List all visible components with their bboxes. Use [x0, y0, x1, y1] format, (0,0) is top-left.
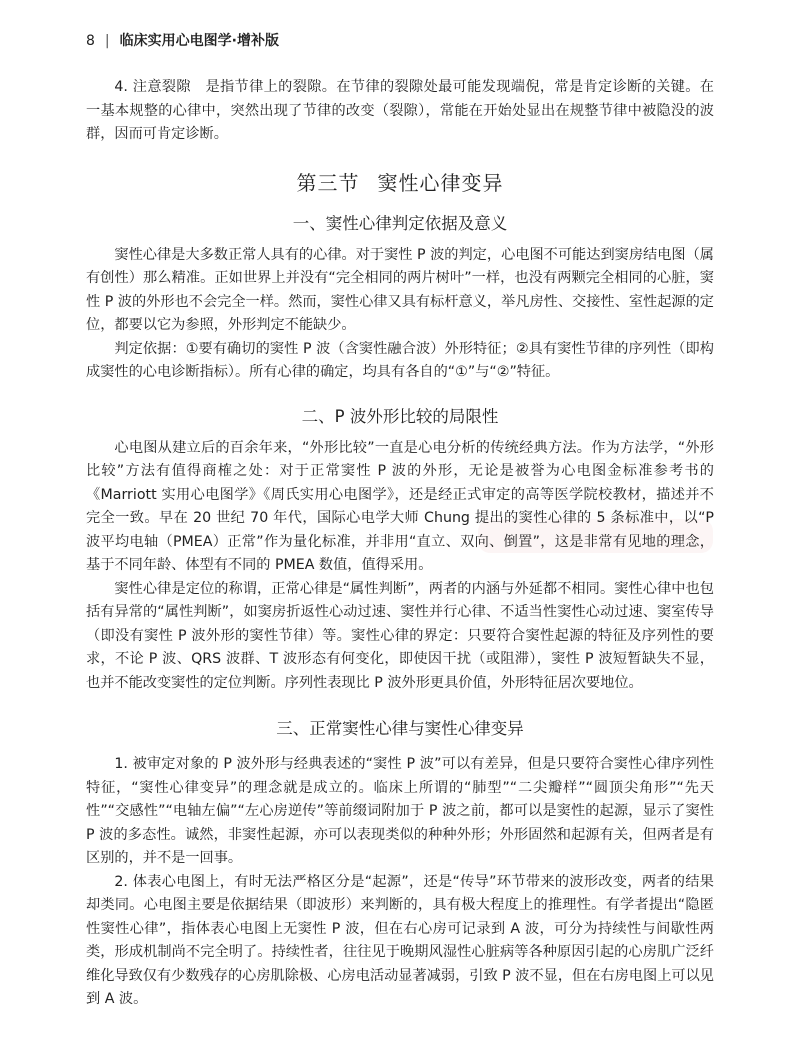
running-header — [86, 30, 279, 50]
paragraph: 心电图从建立后的百余年来，“外形比较”一直是心电分析的传统经典方法。作为方法学，“外形比较”方法有值得商榷之处：对于正常窦性 P 波的外形，无论是被誉为心电图金标准参考书的《Marriott 实用心电图学》《周氏实用心电图学》，还是经正式审定的高等医学院校教材，描述并不完全一致。早在 20 世纪 70 年代，国际心电学大师 Chung 提出的窦性心律的 5 条标准中，以“P 波平均电轴（PMEA）正常”作为量化标准，并非用“直立、双向、倒置”，这是非常有见地的理念，基于不同年龄、体型有不同的 PMEA 数值，值得采用。 — [86, 439, 714, 573]
paragraph: 判定依据：①要有确切的窦性 P 波（含窦性融合波）外形特征；②具有窦性节律的序列性（即构成窦性的心电诊断指标）。所有心律的确定，均具有各自的“①”与“②”特征。 — [86, 340, 714, 380]
paragraph: 1. 被审定对象的 P 波外形与经典表述的“窦性 P 波”可以有差异，但是只要符合窦性心律序列性特征，“窦性心律变异”的理念就是成立的。临床上所谓的“肺型”“二尖瓣样”“圆顶尖角形”“先天性”“交感性”“电轴左偏”“左心房逆传”等前缀词附加于 P 波之前，都可以是窦性的起源，显示了窦性 P 波的多态性。诚然，非窦性起源，亦可以表现类似的种种外形；外形固然和起源有关，但两者是有区别的，并不是一回事。 — [86, 756, 714, 866]
header-separator: | — [104, 33, 110, 49]
subsection-heading: 一、窦性心律判定依据及意义 — [292, 213, 508, 233]
subsection-heading: 三、正常窦性心律与窦性心律变异 — [276, 719, 524, 738]
subsection-heading: 二、P 波外形比较的局限性 — [301, 406, 499, 426]
page-number: 8 — [86, 33, 95, 49]
intro-paragraph: 4. 注意裂隙 是指节律上的裂隙。在节律的裂隙处最可能发现端倪，常是肯定诊断的关键。在一基本规整的心律中，突然出现了节律的改变（裂隙），常能在开始处显出在规整节律中被隐没的波群，因而可肯定诊断。 — [86, 79, 714, 142]
paragraph: 窦性心律是大多数正常人具有的心律。对于窦性 P 波的判定，心电图不可能达到窦房结电图（属有创性）那么精准。正如世界上并没有“完全相同的两片树叶”一样，也没有两颗完全相同的心脏，窦性 P 波的外形也不会完全一样。然而，窦性心律又具有标杆意义，举凡房性、交接性、室性起源的定位，都要以它为参照，外形判定不能缺少。 — [86, 246, 714, 333]
section-number: 第三节 — [296, 170, 360, 195]
paragraph: 窦性心律是定位的称谓，正常心律是“属性判断”，两者的内涵与外延都不相同。窦性心律中也包括有异常的“属性判断”，如窦房折返性心动过速、窦性并行心律、不适当性窦性心动过速、窦室传导（即没有窦性 P 波外形的窦性节律）等。窦性心律的界定：只要符合窦性起源的特征及序列性的要求，不论 P 波、QRS 波群、T 波形态有何变化，即使因干扰（或阻滞），窦性 P 波短暂缺失不显，也并不能改变窦性的定位判断。序列性表现比 P 波外形更具价值，外形特征居次要地位。 — [86, 580, 714, 691]
section-name: 窦性心律变异 — [377, 170, 504, 195]
page-body — [86, 66, 714, 1012]
section-title — [86, 167, 714, 196]
book-title: 临床实用心电图学·增补版 — [119, 33, 279, 49]
paragraph: 2. 体表心电图上，有时无法严格区分是“起源”，还是“传导”环节带来的波形改变，两者的结果却类同。心电图主要是依据结果（即波形）来判断的，具有极大程度上的推理性。有学者提出“隐匿性窦性心律”，指体表心电图上无窦性 P 波，但在右心房可记录到 A 波，可分为持续性与间歇性两类，形成机制尚不完全明了。持续性者，往往见于晚期风湿性心脏病等各种原因引起的心房肌广泛纤维化导致仅有少数残存的心房肌除极、心房电活动显著减弱，引致 P 波不显，但在右房电图上可以见到 A 波。 — [86, 873, 714, 1007]
